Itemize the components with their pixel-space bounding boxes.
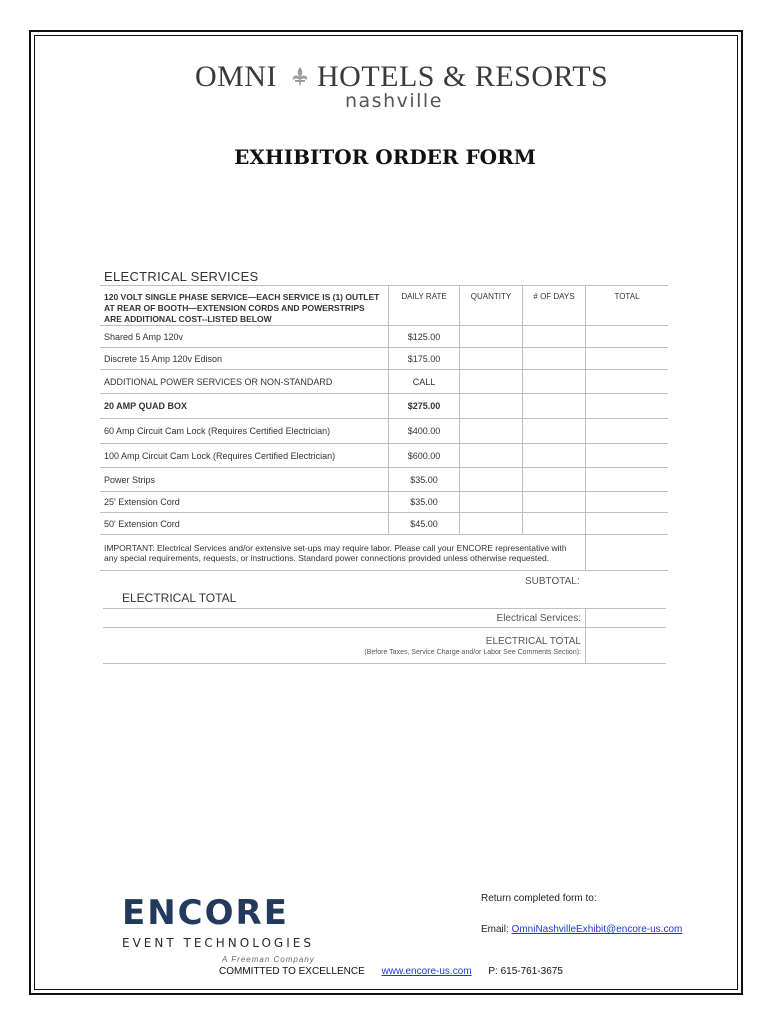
days-field[interactable] (523, 326, 586, 348)
row-rate: CALL (389, 370, 460, 394)
electrical-total-cell (103, 628, 586, 664)
days-field[interactable] (523, 419, 586, 444)
fleur-de-lis-icon (288, 65, 312, 89)
row-rate: $175.00 (389, 348, 460, 370)
quantity-field[interactable] (460, 370, 523, 394)
total-field[interactable] (586, 394, 669, 419)
days-field[interactable] (523, 468, 586, 492)
row-item: 60 Amp Circuit Cam Lock (Requires Certified Electrician) (100, 419, 389, 444)
header-days: # OF DAYS (523, 286, 586, 326)
electrical-total-label: ELECTRICAL TOTAL (485, 635, 581, 647)
encore-wordmark: ENCORE (122, 893, 289, 933)
row-item: Power Strips (100, 468, 389, 492)
header-daily-rate: DAILY RATE (389, 286, 460, 326)
email-prefix: Email: (481, 924, 512, 935)
row-rate: $45.00 (389, 513, 460, 535)
total-field[interactable] (586, 513, 669, 535)
omni-logo (195, 60, 609, 120)
row-rate: $400.00 (389, 419, 460, 444)
subtotal-field[interactable] (586, 535, 669, 571)
row-item: Shared 5 Amp 120v (100, 326, 389, 348)
total-field[interactable] (586, 468, 669, 492)
note-row (100, 535, 668, 571)
row-item: 50' Extension Cord (100, 513, 389, 535)
quantity-field[interactable] (460, 468, 523, 492)
table-row (100, 326, 668, 348)
quantity-field[interactable] (460, 492, 523, 513)
logo-word-omni: OMNI (195, 60, 277, 93)
electrical-services-field[interactable] (586, 609, 667, 628)
encore-tagline: A Freeman Company (222, 955, 315, 964)
row-rate: $125.00 (389, 326, 460, 348)
table-row (100, 444, 668, 468)
encore-subtitle: EVENT TECHNOLOGIES (122, 936, 314, 950)
row-item: ADDITIONAL POWER SERVICES OR NON-STANDARD (100, 370, 389, 394)
logo-word-hotels: HOTELS & RESORTS (317, 60, 609, 93)
electrical-services-table (100, 285, 668, 571)
row-rate: $35.00 (389, 468, 460, 492)
total-field[interactable] (586, 326, 669, 348)
row-item: 25' Extension Cord (100, 492, 389, 513)
row-item: 20 AMP QUAD BOX (100, 394, 389, 419)
table-row (100, 370, 668, 394)
table-row (100, 513, 668, 535)
table-row (100, 419, 668, 444)
summary-row (103, 628, 666, 664)
return-label: Return completed form to: (481, 893, 597, 904)
total-field[interactable] (586, 492, 669, 513)
summary-row (103, 609, 666, 628)
electrical-total-heading: ELECTRICAL TOTAL (122, 591, 237, 605)
row-rate: $275.00 (389, 394, 460, 419)
logo-brand (195, 60, 609, 94)
footer-phone: P: 615-761-3675 (488, 966, 563, 977)
row-item: Discrete 15 Amp 120v Edison (100, 348, 389, 370)
section-title: ELECTRICAL SERVICES (104, 269, 259, 284)
subtotal-label: SUBTOTAL: (525, 576, 580, 587)
days-field[interactable] (523, 444, 586, 468)
footer (219, 966, 577, 977)
email-link[interactable]: OmniNashvilleExhibit@encore-us.com (511, 924, 683, 935)
days-field[interactable] (523, 513, 586, 535)
form-title: EXHIBITOR ORDER FORM (234, 145, 536, 169)
header-total: TOTAL (586, 286, 669, 326)
quantity-field[interactable] (460, 513, 523, 535)
quantity-field[interactable] (460, 394, 523, 419)
days-field[interactable] (523, 394, 586, 419)
encore-logo (122, 893, 332, 968)
electrical-services-label: Electrical Services: (103, 609, 586, 628)
total-field[interactable] (586, 370, 669, 394)
quantity-field[interactable] (460, 326, 523, 348)
quantity-field[interactable] (460, 444, 523, 468)
electrical-total-field[interactable] (586, 628, 667, 664)
table-row (100, 468, 668, 492)
header-item: 120 VOLT SINGLE PHASE SERVICE—EACH SERVICE IS (1) OUTLET AT REAR OF BOOTH—EXTENSION CORDS AND POWERSTRIPS ARE ADDITIONAL COST--LISTED BELOW (100, 286, 389, 326)
footer-slogan: COMMITTED TO EXCELLENCE (219, 966, 365, 977)
days-field[interactable] (523, 348, 586, 370)
header-quantity: QUANTITY (460, 286, 523, 326)
days-field[interactable] (523, 370, 586, 394)
total-field[interactable] (586, 348, 669, 370)
row-rate: $35.00 (389, 492, 460, 513)
important-note: IMPORTANT: Electrical Services and/or extensive set-ups may require labor. Please call your ENCORE representative with any special requirements, requests, or instructions. Standard power connections provided unless otherwise requested. (100, 535, 586, 571)
table-row (100, 492, 668, 513)
quantity-field[interactable] (460, 348, 523, 370)
logo-city: nashville (345, 90, 443, 112)
electrical-total-note: (Before Taxes, Service Charge and/or Labor See Comments Section): (364, 648, 581, 656)
days-field[interactable] (523, 492, 586, 513)
row-item: 100 Amp Circuit Cam Lock (Requires Certified Electrician) (100, 444, 389, 468)
table-row (100, 348, 668, 370)
website-link[interactable]: www.encore-us.com (381, 966, 472, 977)
total-field[interactable] (586, 444, 669, 468)
total-field[interactable] (586, 419, 669, 444)
table-header-row (100, 286, 668, 326)
table-row (100, 394, 668, 419)
row-rate: $600.00 (389, 444, 460, 468)
email-line (481, 924, 682, 935)
quantity-field[interactable] (460, 419, 523, 444)
summary-table (103, 608, 666, 664)
